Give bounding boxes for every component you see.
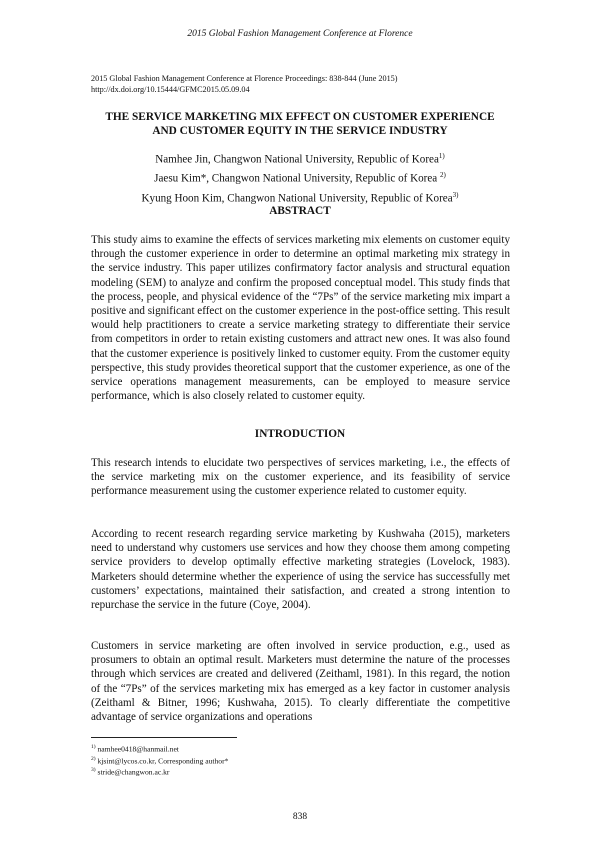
footnote-1: $^{1)}$ namhee0418@hanmail.net — [91, 744, 179, 754]
title-line-1: THE SERVICE MARKETING MIX EFFECT ON CUSTOMER EXPERIENCE — [105, 111, 495, 123]
introduction-heading: INTRODUCTION — [254, 428, 346, 440]
footnote-mark: 1) — [438, 152, 445, 160]
author-list — [60, 149, 540, 207]
title-line-2: AND CUSTOMER EQUITY IN THE SERVICE INDUSTRY — [152, 125, 448, 137]
intro-paragraph-2: According to recent research regarding service marketing by Kushwaha (2015), marketers need to understand why customers use services and how they choose them among competing service providers to develop optimally effective marketing strategies (Lovelock, 1983). Marketers should determine whether the experience of using the service has successfully met customers’ expectations, maintained their satisfaction, and created a strong intention to repurchase the service in the future (Coye, 2004). — [91, 528, 510, 612]
author-3: Kyung Hoon Kim, Changwon National University, Republic of Korea$^{3)}$ — [141, 190, 459, 205]
doi-link[interactable]: http://dx.doi.org/10.15444/GFMC2015.05.09.04 — [91, 85, 250, 94]
footnote-2: $^{2)}$ kjsint@lycos.co.kr, Corresponding author* — [91, 756, 229, 766]
intro-paragraph-3: Customers in service marketing are often involved in service production, e.g., used as prosumers to obtain an optimal result. Marketers must determine the nature of the processes through which services are created and delivered (Zeithaml, 1981). In this regard, the notion of the “7Ps” of the services marketing mix has emerged as a key factor in customer analysis (Zeithaml & Bitner, 1996; Kushwaha, 2015). To clearly differentiate the competitive advantage of service organizations and operations — [91, 640, 510, 724]
footnote-3: $^{3)}$ stride@changwon.ac.kr — [91, 767, 170, 777]
proceedings-info — [91, 73, 398, 95]
author-1: Namhee Jin, Changwon National University, Republic of Korea$^{1)}$ — [155, 152, 445, 166]
intro-paragraph-1: This research intends to elucidate two perspectives of services marketing, i.e., the effects of the service marketing mix on the customer experience, and its feasibility of service performance measurement using the customer experience related to customer equity. — [91, 457, 510, 498]
footnote-mark: 3) — [452, 190, 459, 199]
page-number: 838 — [292, 812, 308, 822]
footnote-mark: 2) — [439, 171, 446, 180]
author-2: Jaesu Kim*, Changwon National University, Republic of Korea $^{2)}$ — [154, 171, 446, 185]
paper-title — [70, 110, 530, 138]
running-header: 2015 Global Fashion Management Conference at Florence — [187, 29, 413, 39]
footnote-divider — [91, 737, 237, 738]
proceedings-citation: 2015 Global Fashion Management Conference at Florence Proceedings: 838-844 (June 2015) — [91, 74, 398, 83]
abstract-heading: ABSTRACT — [269, 205, 331, 217]
abstract-text: This study aims to examine the effects of services marketing mix elements on customer equity through the customer experience in order to determine an optimal marketing mix strategy in the service industry. This paper utilizes confirmatory factor analysis and structural equation modeling (SEM) to analyze and confirm the proposed conceptual model. This study finds that the process, people, and physical evidence of the “7Ps” of the service marketing mix impart a positive and significant effect on the customer experience in the post-office setting. This result would help practitioners to create a service marketing strategy to differentiate their service from competitors in order to retain existing customers and attract new ones. It was also found that the customer experience is positively linked to customer equity. From the customer equity perspective, this study provides theoretical support that the customer experience, as one of the service operations management measurements, can be employed to measure service performance, which is also closely related to customer equity. — [91, 234, 510, 403]
